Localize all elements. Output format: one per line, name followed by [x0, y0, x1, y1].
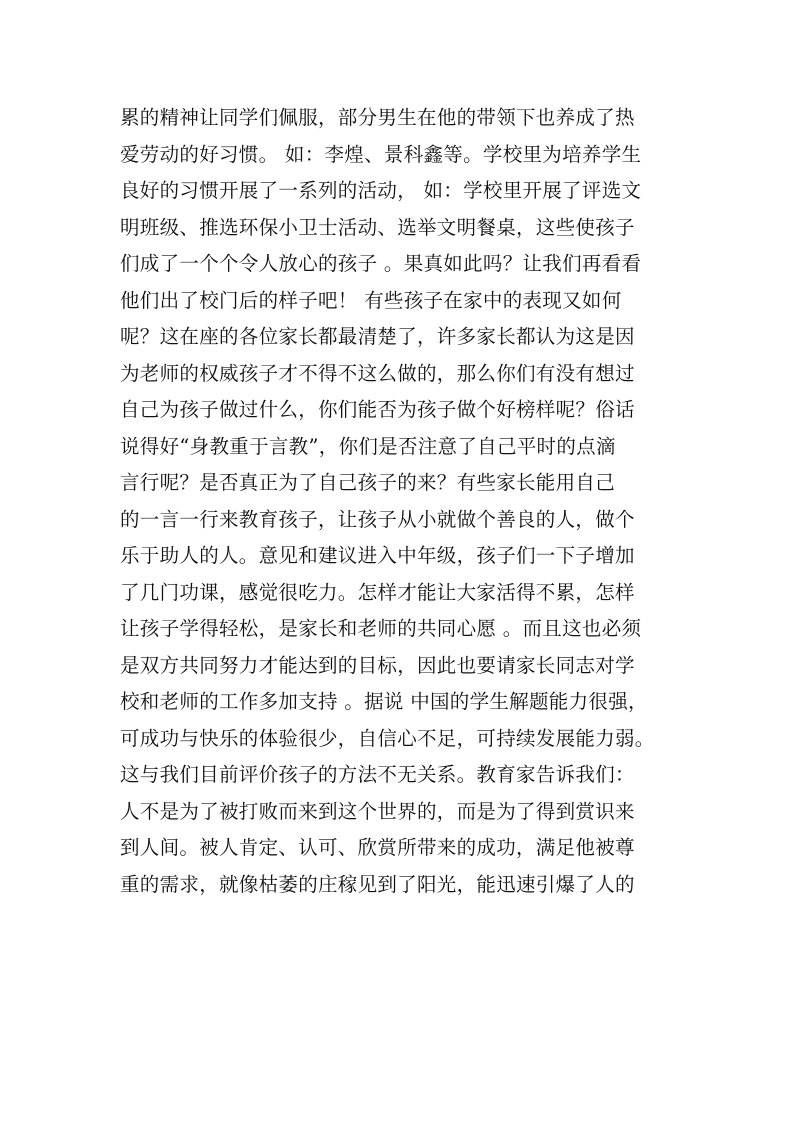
text-line: 了几门功课，感觉很吃力。怎样才能让大家活得不累，怎样: [120, 580, 635, 604]
text-line: 他们出了校门后的样子吧！ 有些孩子在家中的表现又如何: [120, 288, 622, 312]
text-line: 呢？这在座的各位家长都最清楚了，许多家长都认为这是因: [120, 325, 635, 348]
text-line: 乐于助人的人。意见和建议进入中年级，孩子们一下子增加: [120, 544, 635, 567]
text-line: 明班级、推选环保小卫士活动、选举文明餐桌，这些使孩子: [120, 215, 635, 239]
body-text: [120, 100, 680, 903]
text-line: 累的精神让同学们佩服，部分男生在他的带领下也养成了热: [120, 106, 635, 129]
text-line: 校和老师的工作多加支持 。据说 中国的学生解题能力很强，: [120, 690, 648, 713]
text-line: 的一言一行来教育孩子，让孩子从小就做个善良的人，做个: [120, 507, 635, 531]
text-line: 良好的习惯开展了一系列的活动， 如：学校里开展了评选文: [120, 179, 642, 202]
text-line: 让孩子学得轻松，是家长和老师的共同心愿 。而且这也必须: [120, 617, 642, 640]
text-line: 自己为孩子做过什么，你们能否为孩子做个好榜样呢？俗话: [120, 398, 635, 421]
text-line: 这与我们目前评价孩子的方法不无关系。教育家告诉我们：: [120, 763, 635, 786]
text-line: 爱劳动的好习惯。 如：李煌、景科鑫等。学校里为培养学生: [120, 142, 642, 166]
text-line: 人不是为了被打败而来到这个世界的，而是为了得到赏识来: [120, 799, 635, 823]
text-line: 言行呢？是否真正为了自己孩子的来？有些家长能用自己: [120, 471, 616, 494]
text-line: 们成了一个个令人放心的孩子 。果真如此吗？让我们再看看: [120, 252, 642, 275]
text-line: 说得好“身教重于言教”，你们是否注意了自己平时的点滴: [120, 434, 616, 458]
text-line: 到人间。被人肯定、认可、欣赏所带来的成功，满足他被尊: [120, 836, 635, 859]
text-line: 为老师的权威孩子才不得不这么做的，那么你们有没有想过: [120, 361, 635, 385]
text-line: 可成功与快乐的体验很少，自信心不足，可持续发展能力弱。: [120, 726, 655, 750]
text-line: 重的需求，就像枯萎的庄稼见到了阳光，能迅速引爆了人的: [120, 872, 635, 896]
text-line: 是双方共同努力才能达到的目标，因此也要请家长同志对学: [120, 653, 635, 677]
